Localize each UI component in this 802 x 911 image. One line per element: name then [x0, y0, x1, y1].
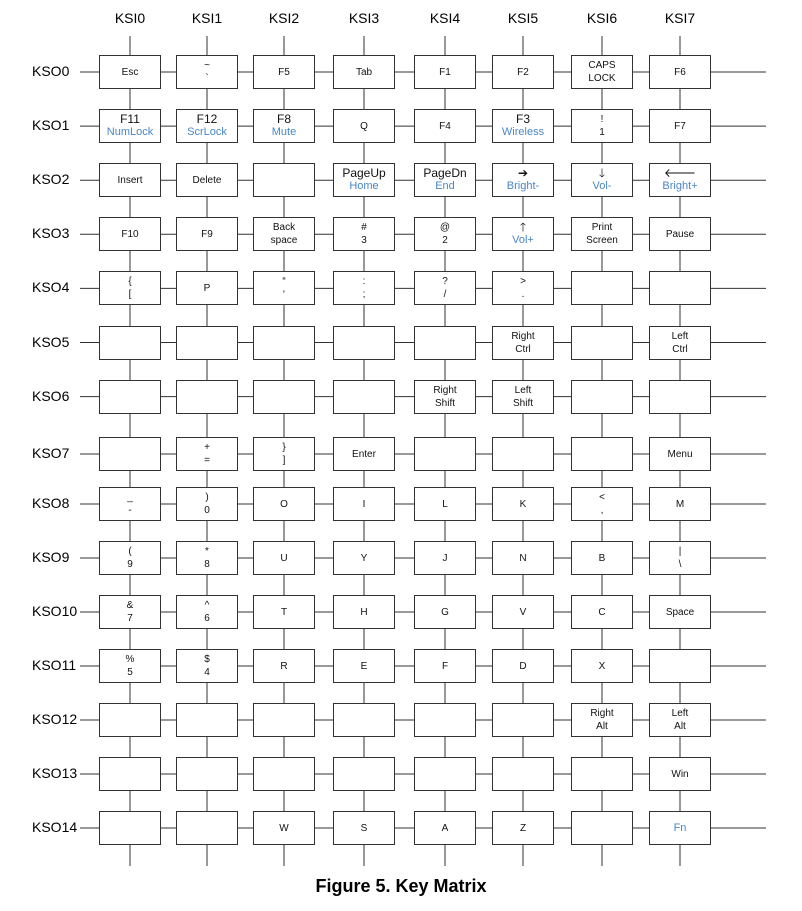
key-cell-kso7-ksi5: [492, 437, 554, 471]
row-header-kso8: KSO8: [32, 495, 70, 511]
key-cell-kso14-ksi6: [571, 811, 633, 845]
key-label: %: [125, 654, 135, 665]
key-label: D: [519, 660, 527, 672]
key-cell-kso8-ksi7: [649, 487, 711, 521]
key-cell-kso6-ksi3: [333, 380, 395, 414]
key-label: F11: [120, 112, 140, 127]
key-label: C: [598, 606, 606, 618]
key-cell-kso0-ksi7: [649, 55, 711, 89]
key-cell-kso0-ksi1: [176, 55, 238, 89]
key-label: 4: [204, 667, 210, 678]
key-cell-kso8-ksi2: [253, 487, 315, 521]
key-label: F3: [515, 112, 530, 127]
key-cell-kso13-ksi6: [571, 757, 633, 791]
key-cell-kso13-ksi7: [649, 757, 711, 791]
key-fn-label: Home: [349, 180, 379, 193]
key-label: 9: [127, 559, 133, 570]
row-header-kso5: KSO5: [32, 333, 70, 350]
key-cell-kso5-ksi0: [99, 326, 161, 360]
key-label: @: [439, 222, 451, 234]
key-label: LOCK: [588, 73, 616, 84]
key-cell-kso7-ksi2: [253, 437, 315, 471]
key-cell-kso1-ksi0: [99, 109, 161, 143]
key-cell-kso8-ksi0: [99, 487, 161, 521]
key-cell-kso8-ksi1: [176, 487, 238, 521]
key-cell-kso3-ksi4: [414, 217, 476, 251]
key-label: Delete: [192, 174, 222, 186]
key-cell-kso14-ksi0: [99, 811, 161, 845]
key-cell-kso0-ksi2: [253, 55, 315, 89]
column-header-ksi3: KSI3: [348, 10, 380, 26]
key-cell-kso12-ksi5: [492, 703, 554, 737]
row-header-kso3: KSO3: [32, 225, 70, 242]
key-label: X: [598, 660, 606, 672]
key-label: 0: [204, 505, 210, 516]
key-cell-kso8-ksi5: [492, 487, 554, 521]
key-label: F10: [121, 228, 139, 240]
key-cell-kso12-ksi2: [253, 703, 315, 737]
key-cell-kso2-ksi6: [571, 163, 633, 197]
key-cell-kso13-ksi3: [333, 757, 395, 791]
key-label: space: [270, 235, 298, 247]
row-header-kso7: KSO7: [32, 445, 70, 461]
key-label: Right: [511, 330, 535, 342]
key-label: F8: [276, 112, 291, 127]
key-label: 2: [442, 235, 448, 247]
key-cell-kso12-ksi6: [571, 703, 633, 737]
key-label: F6: [674, 66, 686, 78]
key-cell-kso10-ksi4: [414, 595, 476, 629]
key-cell-kso11-ksi0: [99, 649, 161, 683]
key-label: R: [280, 660, 288, 672]
key-cell-kso1-ksi5: [492, 109, 554, 143]
key-cell-kso2-ksi1: [176, 163, 238, 197]
key-label: Right: [433, 384, 457, 396]
key-label: J: [442, 552, 448, 564]
key-cell-kso4-ksi4: [414, 271, 476, 305]
key-label: W: [279, 822, 289, 834]
key-label: F7: [674, 120, 686, 132]
key-cell-kso3-ksi6: [571, 217, 633, 251]
key-label: Y: [360, 552, 368, 564]
key-label: G: [441, 606, 449, 618]
key-label: ~: [204, 60, 210, 71]
key-cell-kso3-ksi1: [176, 217, 238, 251]
key-cell-kso14-ksi4: [414, 811, 476, 845]
key-label: Print: [591, 222, 613, 234]
key-label: =: [204, 455, 210, 466]
key-cell-kso1-ksi4: [414, 109, 476, 143]
key-cell-kso10-ksi1: [176, 595, 238, 629]
key-cell-kso11-ksi3: [333, 649, 395, 683]
key-cell-kso10-ksi2: [253, 595, 315, 629]
key-cell-kso3-ksi0: [99, 217, 161, 251]
key-label: N: [519, 552, 527, 564]
key-label: *: [205, 546, 209, 557]
key-fn-label: Vol+: [512, 234, 534, 247]
key-label: Space: [665, 606, 695, 618]
key-cell-kso8-ksi3: [333, 487, 395, 521]
key-label: _: [127, 492, 133, 503]
key-cell-kso2-ksi4: [414, 163, 476, 197]
key-cell-kso8-ksi4: [414, 487, 476, 521]
key-label: F5: [278, 66, 290, 78]
key-cell-kso6-ksi4: [414, 380, 476, 414]
key-cell-kso6-ksi5: [492, 380, 554, 414]
key-cell-kso7-ksi4: [414, 437, 476, 471]
key-cell-kso2-ksi0: [99, 163, 161, 197]
key-cell-kso7-ksi0: [99, 437, 161, 471]
key-cell-kso11-ksi7: [649, 649, 711, 683]
key-cell-kso1-ksi7: [649, 109, 711, 143]
key-fn-label: Bright-: [506, 180, 540, 193]
key-label: F1: [439, 66, 451, 78]
key-cell-kso1-ksi2: [253, 109, 315, 143]
key-label: O: [280, 498, 288, 510]
row-header-kso6: KSO6: [32, 387, 70, 404]
key-cell-kso9-ksi3: [333, 541, 395, 575]
key-label: H: [360, 606, 368, 618]
key-label: F9: [201, 228, 213, 240]
column-header-ksi1: KSI1: [191, 10, 223, 26]
key-label: !: [600, 114, 604, 126]
key-cell-kso5-ksi1: [176, 326, 238, 360]
key-cell-kso7-ksi6: [571, 437, 633, 471]
key-label: Insert: [117, 174, 143, 186]
key-fn-label: Mute: [271, 126, 297, 139]
key-cell-kso12-ksi0: [99, 703, 161, 737]
key-label: Win: [671, 768, 689, 780]
key-label: 🡐: [663, 166, 697, 181]
key-cell-kso7-ksi1: [176, 437, 238, 471]
key-label: +: [204, 442, 210, 453]
key-cell-kso14-ksi7: [649, 811, 711, 845]
key-cell-kso2-ksi3: [333, 163, 395, 197]
key-cell-kso3-ksi3: [333, 217, 395, 251]
key-label: `: [205, 73, 209, 84]
key-label: E: [360, 660, 368, 672]
key-label: Shift: [512, 397, 533, 409]
row-header-kso12: KSO12: [32, 711, 78, 727]
key-cell-kso11-ksi1: [176, 649, 238, 683]
key-cell-kso11-ksi4: [414, 649, 476, 683]
key-label: PageDn: [423, 166, 467, 181]
key-label: L: [442, 498, 448, 510]
key-label: &: [126, 600, 134, 611]
key-label: Esc: [121, 66, 139, 78]
key-label: <: [599, 492, 605, 503]
column-header-ksi7: KSI7: [664, 10, 696, 26]
key-cell-kso14-ksi3: [333, 811, 395, 845]
key-label: 3: [361, 235, 367, 247]
key-cell-kso4-ksi3: [333, 271, 395, 305]
key-cell-kso2-ksi5: [492, 163, 554, 197]
key-cell-kso0-ksi5: [492, 55, 554, 89]
key-cell-kso5-ksi4: [414, 326, 476, 360]
key-label: /: [443, 289, 447, 301]
key-cell-kso5-ksi2: [253, 326, 315, 360]
key-label: I: [362, 498, 366, 510]
key-cell-kso0-ksi3: [333, 55, 395, 89]
row-header-kso0: KSO0: [32, 63, 70, 79]
key-cell-kso9-ksi4: [414, 541, 476, 575]
column-header-ksi6: KSI6: [586, 10, 618, 26]
key-cell-kso4-ksi0: [99, 271, 161, 305]
key-label: \: [678, 559, 682, 570]
key-cell-kso10-ksi7: [649, 595, 711, 629]
key-cell-kso11-ksi5: [492, 649, 554, 683]
key-label: F: [441, 660, 449, 672]
key-label: 🡓: [598, 166, 606, 181]
key-label: ): [205, 492, 209, 503]
key-label: V: [519, 606, 527, 618]
key-label: Menu: [667, 448, 693, 460]
key-cell-kso10-ksi0: [99, 595, 161, 629]
key-cell-kso9-ksi7: [649, 541, 711, 575]
row-header-kso9: KSO9: [32, 549, 70, 565]
key-label: Screen: [586, 235, 618, 247]
key-cell-kso7-ksi3: [333, 437, 395, 471]
column-header-ksi2: KSI2: [268, 10, 300, 26]
key-cell-kso0-ksi6: [571, 55, 633, 89]
key-label: Tab: [355, 66, 373, 78]
key-cell-kso13-ksi5: [492, 757, 554, 791]
key-cell-kso2-ksi2: [253, 163, 315, 197]
key-cell-kso1-ksi1: [176, 109, 238, 143]
key-cell-kso14-ksi5: [492, 811, 554, 845]
key-label: B: [598, 552, 606, 564]
key-label: Shift: [434, 397, 455, 409]
key-label: F4: [439, 120, 451, 132]
key-label: Alt: [596, 721, 608, 732]
key-label: Left: [514, 384, 532, 396]
key-cell-kso6-ksi6: [571, 380, 633, 414]
key-label: |: [678, 546, 682, 557]
key-cell-kso3-ksi2: [253, 217, 315, 251]
key-cell-kso10-ksi6: [571, 595, 633, 629]
key-cell-kso1-ksi6: [571, 109, 633, 143]
key-label: T: [280, 606, 288, 618]
key-label: F12: [196, 112, 218, 127]
key-label: Right: [590, 708, 614, 719]
key-cell-kso9-ksi2: [253, 541, 315, 575]
figure-caption: Figure 5. Key Matrix: [315, 876, 487, 896]
key-fn-label: ScrLock: [187, 126, 227, 139]
key-cell-kso13-ksi0: [99, 757, 161, 791]
key-label: {: [128, 276, 132, 288]
row-header-kso4: KSO4: [32, 279, 70, 296]
key-cell-kso5-ksi3: [333, 326, 395, 360]
row-header-kso14: KSO14: [32, 819, 78, 835]
key-fn-label: Bright+: [662, 180, 698, 193]
key-fn-label: Wireless: [501, 126, 545, 139]
key-cell-kso10-ksi5: [492, 595, 554, 629]
key-cell-kso10-ksi3: [333, 595, 395, 629]
key-label: M: [675, 498, 685, 510]
row-header-kso2: KSO2: [32, 171, 70, 188]
key-label: Left: [671, 708, 689, 719]
key-cell-kso6-ksi7: [649, 380, 711, 414]
key-label: Q: [360, 120, 368, 132]
key-label: CAPS: [588, 60, 616, 71]
key-cell-kso13-ksi4: [414, 757, 476, 791]
key-label: ‘: [282, 289, 286, 301]
key-cell-kso6-ksi1: [176, 380, 238, 414]
key-label: 6: [204, 613, 210, 624]
key-cell-kso13-ksi2: [253, 757, 315, 791]
key-label: Left: [671, 330, 689, 342]
key-cell-kso11-ksi2: [253, 649, 315, 683]
key-cell-kso0-ksi0: [99, 55, 161, 89]
key-label: ➔: [517, 166, 529, 181]
key-cell-kso6-ksi2: [253, 380, 315, 414]
key-cell-kso5-ksi7: [649, 326, 711, 360]
key-cell-kso4-ksi7: [649, 271, 711, 305]
key-label: Pause: [665, 228, 695, 240]
key-cell-kso5-ksi5: [492, 326, 554, 360]
row-header-kso13: KSO13: [32, 765, 78, 781]
key-cell-kso11-ksi6: [571, 649, 633, 683]
key-label: ]: [282, 455, 286, 466]
row-header-kso1: KSO1: [32, 117, 70, 134]
key-cell-kso12-ksi3: [333, 703, 395, 737]
key-label: 7: [127, 613, 133, 624]
key-label: ^: [204, 600, 210, 611]
key-cell-kso4-ksi2: [253, 271, 315, 305]
key-fn-label: Fn: [673, 821, 687, 834]
key-label: PageUp: [342, 166, 386, 181]
key-cell-kso9-ksi0: [99, 541, 161, 575]
key-fn-label: NumLock: [106, 126, 154, 139]
key-label: 8: [204, 559, 210, 570]
key-label: Back: [272, 222, 296, 234]
key-label: U: [280, 552, 288, 564]
key-label: #: [361, 222, 367, 234]
key-label: Ctrl: [672, 343, 688, 355]
key-label: $: [204, 654, 210, 665]
key-label: 🡑: [519, 220, 527, 235]
key-label: ;: [362, 289, 366, 301]
key-cell-kso3-ksi7: [649, 217, 711, 251]
key-label: (: [128, 546, 132, 557]
key-cell-kso7-ksi7: [649, 437, 711, 471]
key-label: “: [282, 276, 286, 288]
key-label: :: [362, 276, 366, 288]
key-fn-label: Vol-: [592, 180, 612, 193]
key-label: Ctrl: [515, 343, 531, 355]
key-label: P: [203, 282, 211, 294]
key-cell-kso4-ksi5: [492, 271, 554, 305]
key-cell-kso13-ksi1: [176, 757, 238, 791]
key-label: A: [441, 822, 449, 834]
key-label: ?: [442, 276, 448, 288]
key-cell-kso8-ksi6: [571, 487, 633, 521]
key-cell-kso0-ksi4: [414, 55, 476, 89]
key-cell-kso14-ksi1: [176, 811, 238, 845]
key-label: S: [360, 822, 368, 834]
key-label: 1: [599, 127, 605, 139]
key-label: >: [520, 276, 526, 288]
key-cell-kso5-ksi6: [571, 326, 633, 360]
key-label: .: [521, 289, 525, 301]
key-label: ,: [600, 505, 604, 516]
column-header-ksi0: KSI0: [114, 10, 146, 26]
column-header-ksi5: KSI5: [507, 10, 539, 26]
key-cell-kso12-ksi7: [649, 703, 711, 737]
key-cell-kso9-ksi6: [571, 541, 633, 575]
key-fn-label: End: [435, 180, 455, 193]
key-label: -: [128, 505, 132, 516]
key-cell-kso12-ksi1: [176, 703, 238, 737]
row-header-kso11: KSO11: [32, 657, 77, 673]
key-label: 5: [127, 667, 133, 678]
key-label: F2: [517, 66, 529, 78]
key-label: Enter: [352, 448, 376, 460]
key-label: Z: [519, 822, 527, 834]
key-label: Alt: [674, 721, 686, 732]
row-header-kso10: KSO10: [32, 603, 78, 619]
key-cell-kso9-ksi5: [492, 541, 554, 575]
key-label: K: [519, 498, 527, 510]
key-cell-kso12-ksi4: [414, 703, 476, 737]
column-header-ksi4: KSI4: [429, 10, 461, 26]
key-cell-kso4-ksi1: [176, 271, 238, 305]
key-cell-kso2-ksi7: [649, 163, 711, 197]
key-cell-kso4-ksi6: [571, 271, 633, 305]
key-cell-kso14-ksi2: [253, 811, 315, 845]
key-label: [: [128, 289, 132, 301]
key-cell-kso9-ksi1: [176, 541, 238, 575]
key-cell-kso3-ksi5: [492, 217, 554, 251]
key-cell-kso6-ksi0: [99, 380, 161, 414]
key-cell-kso1-ksi3: [333, 109, 395, 143]
key-label: }: [282, 442, 286, 453]
